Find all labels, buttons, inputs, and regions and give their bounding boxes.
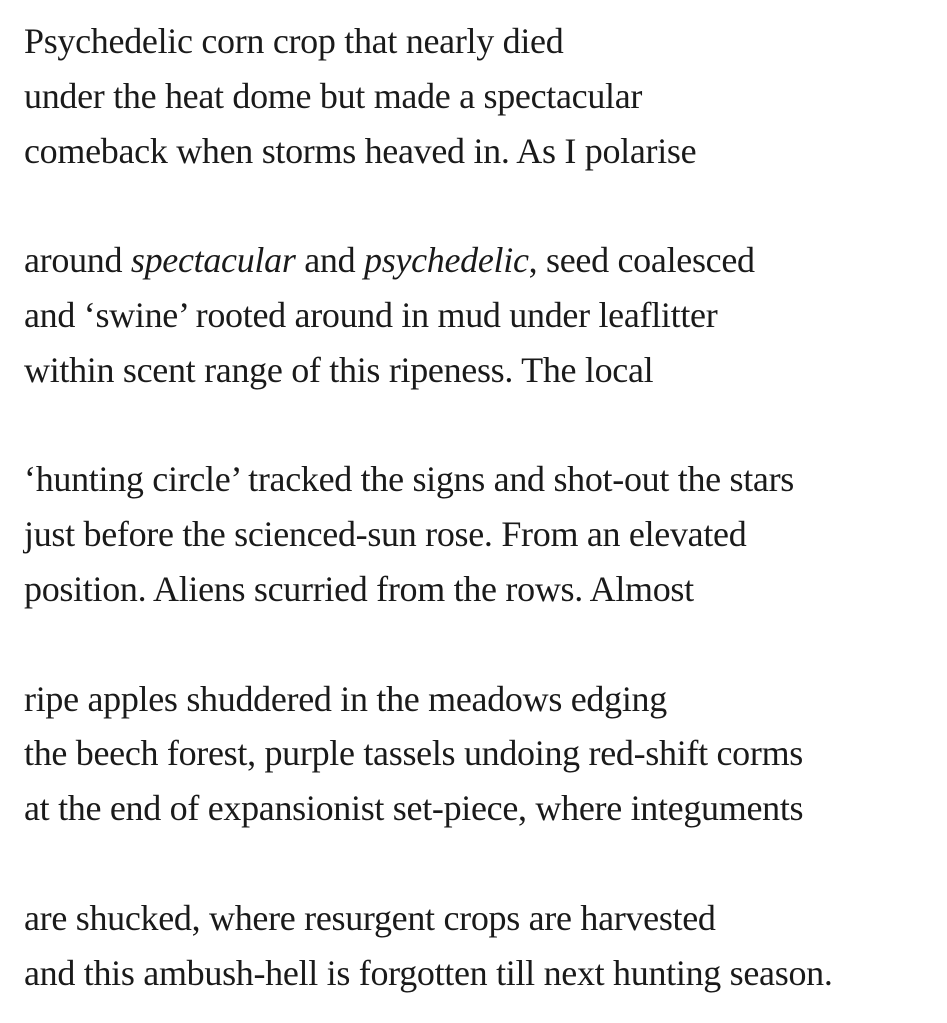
- italic-text: spectacular: [130, 240, 296, 281]
- poem-line: [24, 69, 939, 124]
- line-text: just before the scienced-sun rose. From an elevated: [24, 514, 747, 555]
- line-text: around: [24, 240, 131, 281]
- stanza: [24, 672, 939, 836]
- stanza: [24, 452, 939, 616]
- line-text: comeback when storms heaved in. As I polarise: [24, 130, 697, 171]
- stanza: [24, 14, 939, 178]
- line-text: at the end of expansionist set-piece, where integuments: [24, 788, 804, 829]
- line-text: , seed coalesced: [528, 240, 755, 281]
- line-text: within scent range of this ripeness. The local: [24, 349, 654, 390]
- stanza: [24, 233, 939, 397]
- poem-line: [24, 562, 939, 617]
- line-text: and ‘swine’ rooted around in mud under leaflitter: [24, 294, 718, 335]
- poem-line: [24, 891, 939, 946]
- poem-line: [24, 452, 939, 507]
- line-text: and this ambush-hell is forgotten till next hunting season.: [24, 952, 833, 993]
- poem-line: [24, 726, 939, 781]
- poem-line: [24, 946, 939, 1001]
- line-text: under the heat dome but made a spectacular: [24, 75, 643, 116]
- line-text: position. Aliens scurried from the rows. Almost: [24, 568, 694, 609]
- poem-line: [24, 14, 939, 69]
- poem-line: [24, 507, 939, 562]
- poem-line: [24, 233, 939, 288]
- stanza: [24, 891, 939, 1001]
- poem-line: [24, 288, 939, 343]
- line-text: the beech forest, purple tassels undoing red-shift corms: [24, 733, 803, 774]
- line-text: and: [295, 240, 365, 281]
- poem-line: [24, 124, 939, 179]
- poem-line: [24, 672, 939, 727]
- line-text: ripe apples shuddered in the meadows edging: [24, 678, 667, 719]
- line-text: are shucked, where resurgent crops are harvested: [24, 897, 716, 938]
- poem-line: [24, 343, 939, 398]
- italic-text: psychedelic: [364, 240, 529, 281]
- line-text: Psychedelic corn crop that nearly died: [24, 21, 564, 61]
- line-text: ‘hunting circle’ tracked the signs and shot-out the stars: [24, 459, 795, 500]
- poem-line: [24, 781, 939, 836]
- poem-body: [24, 14, 939, 1000]
